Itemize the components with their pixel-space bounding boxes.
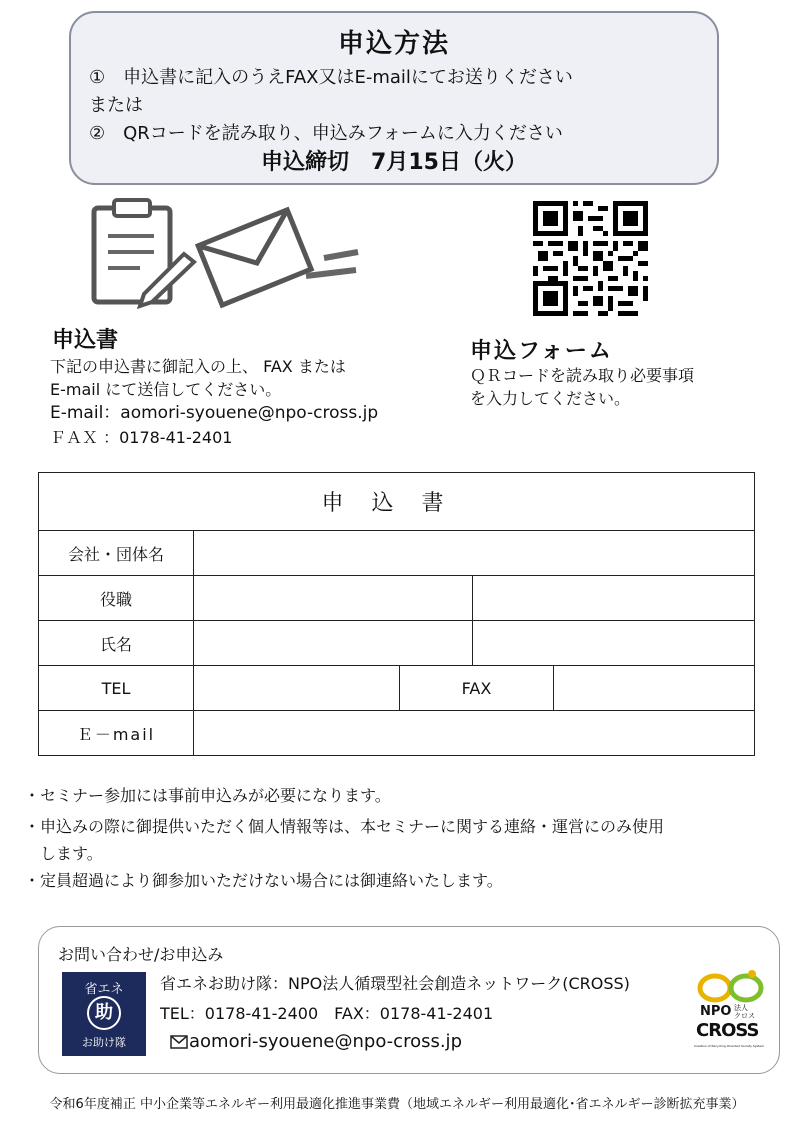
input-company[interactable] (194, 531, 755, 576)
note-3: ・定員超過により御参加いただけない場合には御連絡いたします。 (24, 871, 503, 890)
method-line-or: または (89, 95, 143, 116)
table-title: 申込書 (39, 473, 755, 531)
input-email[interactable] (194, 711, 755, 756)
input-position-1[interactable] (194, 576, 473, 621)
clipboard-icon (94, 200, 194, 306)
envelope-icon (198, 210, 311, 305)
paper-form-instruction-2: E-mail にて送信してください。 (50, 380, 282, 399)
motion-lines-icon (306, 252, 358, 276)
clipboard-envelope-illustration (88, 196, 368, 311)
application-table (38, 472, 755, 756)
input-position-2[interactable] (473, 576, 755, 621)
logo-mid-text: 助 (87, 996, 121, 1030)
method-title: 申込方法 (337, 29, 450, 59)
contact-phones: TEL：0178-41-2400 FAX：0178-41-2401 (160, 1004, 494, 1023)
contact-org: 省エネお助け隊：NPO法人循環型社会創造ネットワーク(CROSS) (160, 974, 630, 993)
input-fax[interactable] (554, 666, 755, 711)
qr-code[interactable] (533, 201, 648, 316)
method-line-2: ② QRコードを読み取り、申込みフォームに入力ください (89, 123, 563, 144)
label-position: 役職 (39, 576, 194, 621)
note-1: ・セミナー参加には事前申込みが必要になります。 (24, 786, 391, 805)
npo-text: NPO (700, 1004, 732, 1019)
note-2: ・申込みの際に御提供いただく個人情報等は、本セミナーに関する連絡・運営にのみ使用 (24, 817, 665, 836)
cross-tagline: Creation of Recycling Oriented Society System (694, 1044, 765, 1048)
label-tel: TEL (39, 666, 194, 711)
input-tel[interactable] (194, 666, 400, 711)
label-email: Ｅ－mail (39, 711, 194, 756)
label-fax: FAX (400, 666, 554, 711)
method-line-1: ① 申込書に記入のうえFAX又はE-mailにてお送りください (89, 67, 573, 88)
online-form-instruction-1: ＱＲコードを読み取り必要事項 (470, 366, 695, 385)
paper-form-instruction-1: 下記の申込書に御記入の上、 FAX または (50, 357, 346, 376)
input-name-1[interactable] (194, 621, 473, 666)
logo-top-text: 省エネ (84, 982, 124, 997)
mail-icon (170, 1034, 188, 1053)
contact-email[interactable]: aomori-syouene@npo-cross.jp (189, 1031, 462, 1052)
paper-form-email[interactable]: E-mail：aomori-syouene@npo-cross.jp (50, 403, 379, 423)
infinity-icon (696, 968, 766, 1004)
method-box (69, 11, 719, 185)
online-form-title: 申込フォーム (470, 339, 613, 364)
contact-heading: お問い合わせ/お申込み (58, 945, 224, 964)
label-name: 氏名 (39, 621, 194, 666)
input-name-2[interactable] (473, 621, 755, 666)
cross-logo (694, 968, 772, 1056)
deadline: 申込締切 7月15日（火） (261, 150, 527, 175)
osuketai-logo (62, 972, 146, 1056)
cross-text: CROSS (696, 1020, 759, 1041)
online-form-instruction-2: を入力してください。 (470, 389, 631, 408)
npo-sub-text: クロス (734, 1012, 755, 1020)
label-company: 会社・団体名 (39, 531, 194, 576)
logo-bottom-text: お助け隊 (82, 1036, 126, 1049)
npo-small-text: 法人 (734, 1004, 748, 1012)
paper-form-fax: ＦＡＸ ：0178-41-2401 (50, 428, 233, 447)
footer-program: 令和6年度補正 中小企業等エネルギー利用最適化推進事業費（地域エネルギー利用最適化･省エネルギー診断拡充事業） (49, 1097, 745, 1112)
paper-form-title: 申込書 (52, 328, 119, 353)
note-2-cont: します。 (24, 844, 103, 863)
